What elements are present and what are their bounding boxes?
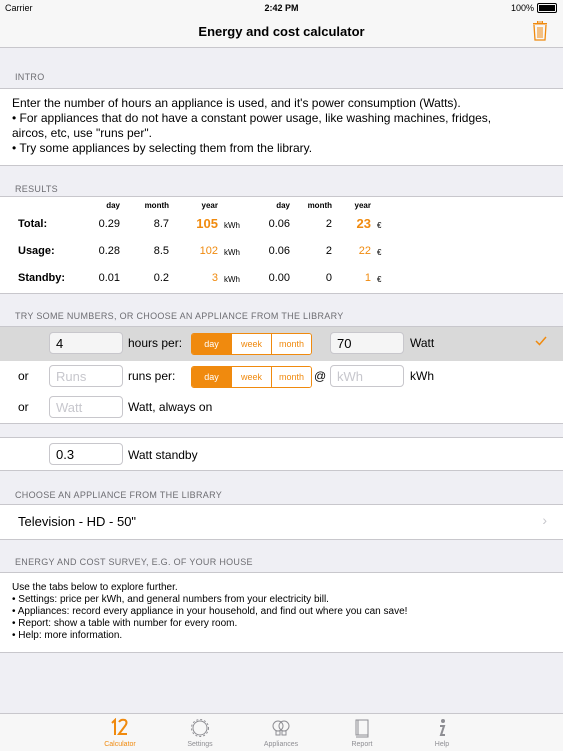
period-month[interactable]: month — [271, 367, 311, 387]
col-header-kwh-month: month — [144, 201, 169, 210]
row-label: Total: — [18, 218, 48, 230]
tab-appliances[interactable] — [241, 714, 321, 751]
intro-line: Enter the number of hours an appliance is used, and it's power consumption (Watts). — [12, 96, 461, 110]
row-label: Standby: — [18, 272, 66, 284]
navigation-bar — [0, 16, 563, 48]
tab-label: Calculator — [104, 741, 136, 748]
trash-icon[interactable] — [531, 21, 549, 41]
kwh-year: 105 — [196, 216, 218, 231]
tab-label: Help — [434, 741, 450, 748]
hours-period-segmented[interactable] — [191, 333, 312, 355]
chevron-right-icon: › — [542, 512, 547, 528]
watt-always-on-input[interactable]: Watt — [49, 396, 123, 418]
status-bar — [0, 0, 563, 16]
status-time: 2:42 PM — [264, 3, 299, 13]
hours-input[interactable]: 4 — [49, 332, 123, 354]
tab-settings[interactable] — [160, 714, 240, 751]
cost-unit: € — [377, 275, 382, 284]
runs-per-label: runs per: — [128, 369, 176, 383]
kwh-day: 0.01 — [98, 272, 120, 284]
kwh-day: 0.28 — [98, 245, 120, 257]
intro-header: INTRO — [15, 72, 45, 82]
intro-text — [12, 96, 552, 156]
at-label: @ — [314, 369, 327, 383]
tab-label: Appliances — [263, 741, 299, 748]
page-title: Energy and cost calculator — [198, 24, 365, 39]
intro-line: • For appliances that do not have a constant power usage, like washing machines, fridges, — [12, 111, 492, 125]
period-day[interactable]: day — [192, 367, 231, 387]
kwh-month: 0.2 — [153, 272, 169, 284]
cost-day: 0.00 — [268, 272, 290, 284]
kwh-year: 102 — [199, 245, 218, 257]
runs-input[interactable]: Runs — [49, 365, 123, 387]
survey-header: ENERGY AND COST SURVEY, E.G. OF YOUR HOUSE — [15, 557, 253, 567]
cost-year: 1 — [364, 272, 371, 284]
tab-report[interactable] — [322, 714, 402, 751]
survey-text — [12, 582, 407, 642]
watt-input[interactable]: 70 — [330, 332, 404, 354]
tab-help[interactable] — [402, 714, 482, 751]
cost-year: 22 — [358, 245, 371, 257]
period-week[interactable]: week — [231, 334, 271, 354]
gear-icon — [190, 718, 210, 738]
runs-period-segmented[interactable] — [191, 366, 312, 388]
cost-month: 0 — [325, 272, 332, 284]
battery-percent: 100% — [510, 3, 534, 13]
calculator-icon — [110, 718, 130, 738]
col-header-cost-month: month — [307, 201, 332, 210]
col-header-kwh-day: day — [106, 201, 120, 210]
selected-appliance[interactable]: Television - HD - 50" — [18, 514, 137, 529]
battery-icon — [537, 3, 557, 13]
watt-always-on-label: Watt, always on — [128, 400, 213, 414]
col-header-kwh-year: year — [201, 201, 218, 210]
tab-calculator[interactable] — [80, 714, 160, 751]
cost-day: 0.06 — [268, 218, 290, 230]
battery-indicator — [511, 3, 557, 13]
results-column-headers — [0, 201, 563, 219]
watt-label: Watt — [410, 336, 435, 350]
survey-line: Use the tabs below to explore further. — [12, 582, 178, 593]
lightbulbs-icon — [271, 718, 291, 738]
intro-line: aircos, etc, use "runs per". — [12, 126, 152, 140]
kwh-unit: kWh — [224, 248, 240, 257]
book-icon — [352, 718, 372, 738]
intro-line: • Try some appliances by selecting them from the library. — [12, 141, 313, 155]
kwh-year: 3 — [211, 272, 218, 284]
library-header: CHOOSE AN APPLIANCE FROM THE LIBRARY — [15, 490, 223, 500]
survey-line: • Help: more information. — [12, 630, 123, 641]
hours-per-label: hours per: — [128, 336, 183, 350]
col-header-cost-year: year — [354, 201, 371, 210]
period-week[interactable]: week — [231, 367, 271, 387]
tab-label: Report — [351, 741, 373, 748]
or-label: or — [18, 400, 29, 414]
results-row-total — [0, 218, 563, 236]
col-header-cost-day: day — [276, 201, 290, 210]
survey-line: • Settings: price per kWh, and general numbers from your electricity bill. — [12, 594, 329, 605]
cost-day: 0.06 — [268, 245, 290, 257]
kwh-label: kWh — [410, 369, 434, 383]
cost-month: 2 — [325, 245, 332, 257]
try-header: TRY SOME NUMBERS, OR CHOOSE AN APPLIANCE FROM THE LIBRARY — [15, 311, 344, 321]
period-day[interactable]: day — [192, 334, 231, 354]
survey-line: • Appliances: record every appliance in your household, and find out where you can save! — [12, 606, 408, 617]
standby-input[interactable]: 0.3 — [49, 443, 123, 465]
kwh-input[interactable]: kWh — [330, 365, 404, 387]
kwh-unit: kWh — [224, 221, 240, 230]
results-row-standby — [0, 272, 563, 290]
cost-unit: € — [377, 221, 382, 230]
carrier-label: Carrier — [5, 3, 33, 13]
info-icon — [432, 718, 452, 738]
survey-line: • Report: show a table with number for every room. — [12, 618, 238, 629]
period-month[interactable]: month — [271, 334, 311, 354]
cost-month: 2 — [325, 218, 332, 230]
kwh-unit: kWh — [224, 275, 240, 284]
results-row-usage — [0, 245, 563, 263]
kwh-month: 8.7 — [153, 218, 169, 230]
cost-year: 23 — [356, 216, 371, 231]
kwh-month: 8.5 — [153, 245, 169, 257]
standby-label: Watt standby — [128, 448, 198, 462]
tab-bar — [0, 713, 563, 751]
results-header: RESULTS — [15, 184, 58, 194]
row-label: Usage: — [18, 245, 55, 257]
kwh-day: 0.29 — [98, 218, 120, 230]
checkmark-icon — [535, 336, 547, 346]
or-label: or — [18, 369, 29, 383]
tab-label: Settings — [187, 741, 213, 748]
cost-unit: € — [377, 248, 382, 257]
